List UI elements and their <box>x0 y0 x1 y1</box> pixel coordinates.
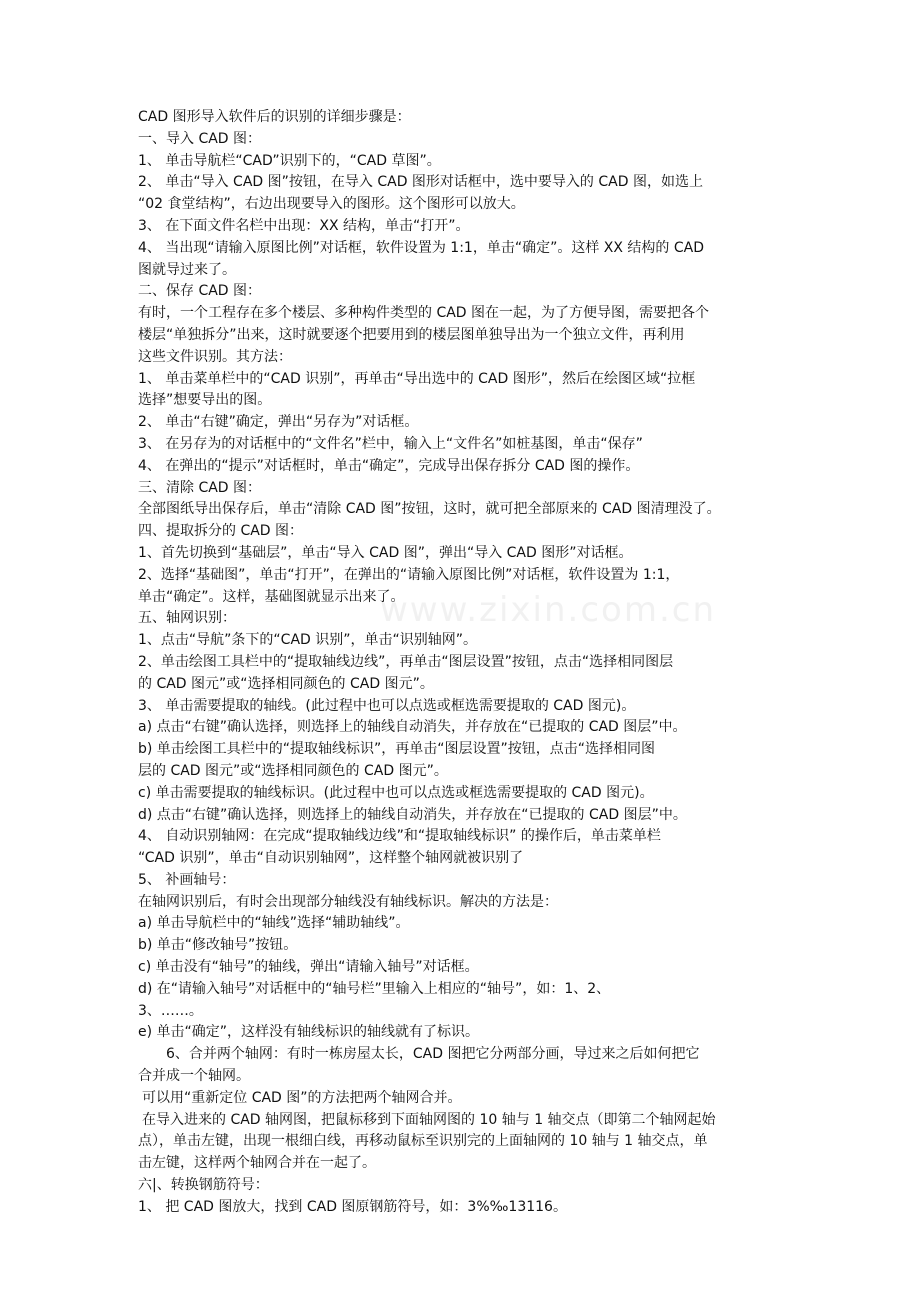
paragraph-line: 点），单击左键，出现一根细白线，再移动鼠标至识别完的上面轴网的 10 轴与 1 轴交点，单 <box>138 1133 708 1150</box>
paragraph-line: b) 单击“修改轴号”按钮。 <box>138 937 298 954</box>
section-heading: 六|、转换钢筋符号： <box>138 1177 269 1194</box>
paragraph-line: 6、合并两个轴网：有时一栋房屋太长，CAD 图把它分两部分画，导过来之后如何把它 <box>166 1046 700 1063</box>
section-heading: 一、导入 CAD 图： <box>138 130 262 147</box>
watermark: www.zixin.com.cn <box>380 590 716 630</box>
paragraph-line: 这些文件识别。其方法： <box>138 348 292 365</box>
paragraph-line: c) 单击没有“轴号”的轴线，弹出“请输入轴号”对话框。 <box>138 959 479 976</box>
paragraph-line: b) 单击绘图工具栏中的“提取轴线标识”，再单击“图层设置”按钮，点击“选择相同图 <box>138 741 656 758</box>
paragraph-line: d) 点击“右键”确认选择，则选择上的轴线自动消失，并存放在“已提取的 CAD 图层”中。 <box>138 806 687 823</box>
paragraph-line: 单击“确定”。这样，基础图就显示出来了。 <box>138 588 405 605</box>
paragraph-line: 可以用“重新定位 CAD 图”的方法把两个轴网合并。 <box>142 1089 462 1106</box>
paragraph-line: 2、单击绘图工具栏中的“提取轴线边线”，再单击“图层设置”按钮，点击“选择相同图层 <box>138 653 674 670</box>
paragraph-line: c) 单击需要提取的轴线标识。(此过程中也可以点选或框选需要提取的 CAD 图元)。 <box>138 784 654 801</box>
paragraph-line: 图就导过来了。 <box>138 261 236 278</box>
paragraph-line: “CAD 识别”，单击“自动识别轴网”，这样整个轴网就被识别了 <box>138 850 524 867</box>
doc-title: CAD 图形导入软件后的识别的详细步骤是： <box>138 109 411 125</box>
paragraph-line: 合并成一个轴网。 <box>138 1068 250 1085</box>
paragraph-line: 在轴网识别后，有时会出现部分轴线没有轴线标识。解决的方法是： <box>138 893 558 910</box>
paragraph-line: 2、 单击“导入 CAD 图”按钮，在导入 CAD 图形对话框中，选中要导入的 CAD 图，如选上 <box>138 174 703 191</box>
paragraph-line: 3、 在另存为的对话框中的“文件名”栏中，输入上“文件名”如桩基图，单击“保存” <box>138 435 643 452</box>
paragraph-line: 1、 单击菜单栏中的“CAD 识别”，再单击“导出选中的 CAD 图形”，然后在绘图区域“拉框 <box>138 370 696 387</box>
paragraph-line: 全部图纸导出保存后，单击“清除 CAD 图”按钮，这时，就可把全部原来的 CAD 图清理没了。 <box>138 501 721 518</box>
paragraph-line: 楼层“单独拆分”出来，这时就要逐个把要用到的楼层图单独导出为一个独立文件，再利用 <box>138 326 685 343</box>
paragraph-line: 3、 单击需要提取的轴线。(此过程中也可以点选或框选需要提取的 CAD 图元)。 <box>138 697 636 714</box>
paragraph-line: 击左键，这样两个轴网合并在一起了。 <box>138 1155 376 1172</box>
section-heading: 五、轴网识别： <box>138 610 236 627</box>
paragraph-line: 3、 在下面文件名栏中出现：XX 结构，单击“打开”。 <box>138 217 470 234</box>
document-body <box>138 107 786 1219</box>
paragraph-line: 1、 单击导航栏“CAD”识别下的，“CAD 草图”。 <box>138 152 441 169</box>
paragraph-line: 层的 CAD 图元”或“选择相同颜色的 CAD 图元”。 <box>138 762 448 779</box>
paragraph-line: “02 食堂结构”，右边出现要导入的图形。这个图形可以放大。 <box>138 196 525 213</box>
paragraph-line: a) 点击“右键”确认选择，则选择上的轴线自动消失，并存放在“已提取的 CAD 图层”中。 <box>138 719 687 736</box>
paragraph-line: 1、首先切换到“基础层”，单击“导入 CAD 图”，弹出“导入 CAD 图形”对话框。 <box>138 544 633 561</box>
paragraph-line: 4、 在弹出的“提示”对话框时，单击“确定”，完成导出保存拆分 CAD 图的操作。 <box>138 457 640 474</box>
paragraph-line: 4、 自动识别轴网：在完成“提取轴线边线”和“提取轴线标识” 的操作后，单击菜单栏 <box>138 828 661 845</box>
section-heading: 四、提取拆分的 CAD 图： <box>138 523 304 540</box>
paragraph-line: 的 CAD 图元”或“选择相同颜色的 CAD 图元”。 <box>138 675 434 692</box>
paragraph-line: 2、选择“基础图”，单击“打开”，在弹出的“请输入原图比例”对话框，软件设置为 1:1， <box>138 566 680 583</box>
paragraph-line: a) 单击导航栏中的“轴线”选择“辅助轴线”。 <box>138 915 410 932</box>
paragraph-line: 有时，一个工程存在多个楼层、多种构件类型的 CAD 图在一起，为了方便导图，需要把各个 <box>138 305 710 322</box>
paragraph-line: d) 在“请输入轴号”对话框中的“轴号栏”里输入上相应的“轴号”，如：1、2、 <box>138 980 611 997</box>
paragraph-line: 5、 补画轴号： <box>138 871 236 888</box>
section-heading: 二、保存 CAD 图： <box>138 283 262 300</box>
paragraph-line: 4、 当出现“请输入原图比例”对话框，软件设置为 1:1，单击“确定”。这样 XX 结构的 CAD <box>138 239 705 256</box>
paragraph-line: 2、 单击“右键”确定，弹出“另存为”对话框。 <box>138 414 419 431</box>
paragraph-line: 3、……。 <box>138 1002 203 1019</box>
paragraph-line: e) 单击“确定”，这样没有轴线标识的轴线就有了标识。 <box>138 1024 480 1041</box>
paragraph-line: 1、点击“导航”条下的“CAD 识别”，单击“识别轴网”。 <box>138 632 478 649</box>
section-heading: 三、清除 CAD 图： <box>138 479 262 496</box>
paragraph-line: 选择”想要导出的图。 <box>138 392 272 409</box>
paragraph-line: 1、 把 CAD 图放大，找到 CAD 图原钢筋符号，如：3%‰13116。 <box>138 1198 567 1215</box>
paragraph-line: 在导入进来的 CAD 轴网图，把鼠标移到下面轴网图的 10 轴与 1 轴交点（即第二个轴网起始 <box>142 1111 716 1128</box>
